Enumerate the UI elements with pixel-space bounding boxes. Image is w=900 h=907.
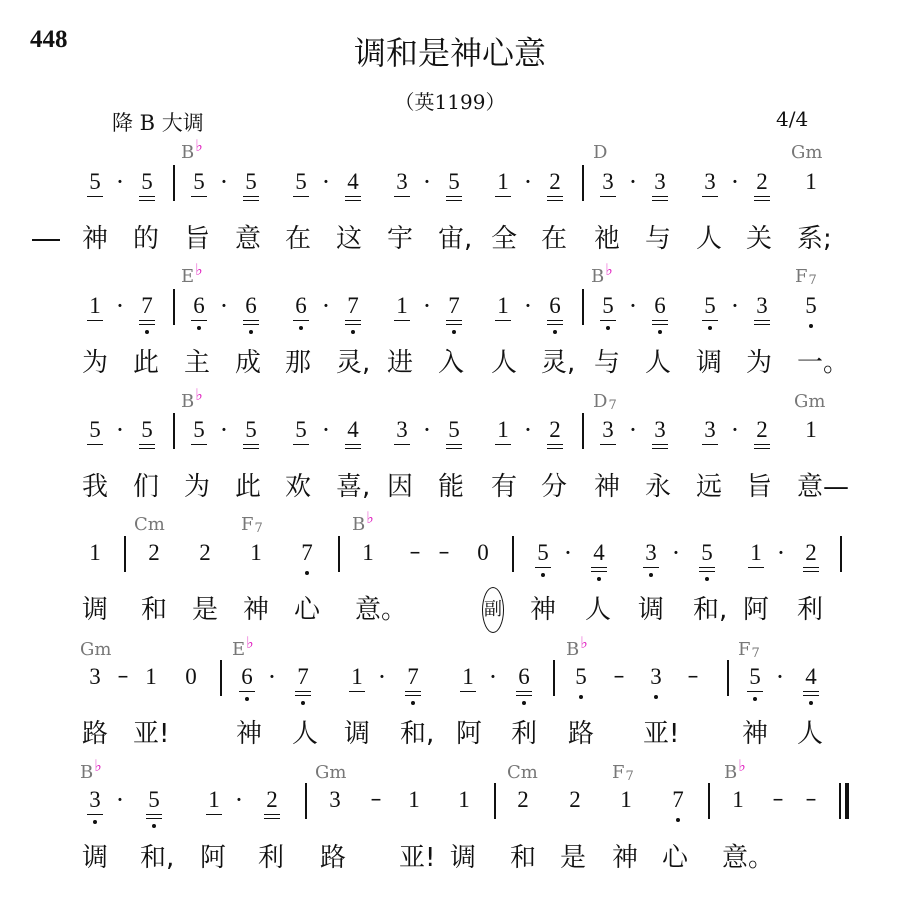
chord-root: Gm xyxy=(794,391,826,412)
lyric-syllable: 调 xyxy=(638,595,665,625)
chord-symbol xyxy=(794,392,825,412)
lyric-syllable: 调 xyxy=(696,348,723,378)
lyric-syllable: 因 xyxy=(387,472,414,502)
note: 3 xyxy=(329,787,341,812)
note: 5 xyxy=(188,418,210,442)
note: 1 xyxy=(346,665,368,689)
lyric-syllable: 阿 xyxy=(743,595,770,625)
note: 6 xyxy=(513,665,535,689)
hold-dash: – xyxy=(805,787,817,812)
note: 5 xyxy=(136,170,158,194)
time-signature: 4/4 xyxy=(776,107,809,131)
lyric-syllable: 意— xyxy=(797,472,850,502)
lyric-syllable: 人 xyxy=(797,719,824,749)
note: 6 xyxy=(544,294,566,318)
chord-root: B xyxy=(352,514,366,535)
lyric-syllable: 旨 xyxy=(746,472,773,502)
lyric-syllable: 调 xyxy=(450,843,477,873)
hold-dash: – xyxy=(370,787,382,812)
lyric-syllable: 灵, xyxy=(336,348,371,378)
flat-sign: ♭ xyxy=(366,508,374,527)
lyric-dash xyxy=(32,239,60,241)
seventh-mark: 7 xyxy=(254,521,263,536)
bar-line xyxy=(220,660,222,696)
lyric-syllable: 利 xyxy=(797,595,824,625)
lyric-syllable: 意。 xyxy=(722,843,775,873)
lyric-syllable: 一。 xyxy=(797,348,850,378)
flat-sign: ♭ xyxy=(94,756,102,775)
lyric-syllable: 成 xyxy=(235,348,262,378)
chord-symbol xyxy=(181,385,203,412)
lyric-syllable: 分 xyxy=(541,472,568,502)
bar-line xyxy=(840,536,842,572)
rest: 0 xyxy=(477,540,489,565)
chord-root: E xyxy=(181,266,195,287)
dot-mark: · xyxy=(730,291,740,320)
hold-dash: – xyxy=(687,664,699,689)
chord-symbol xyxy=(507,763,538,783)
note: 1 xyxy=(457,665,479,689)
dot-mark: · xyxy=(523,415,533,444)
lyric-syllable: 利 xyxy=(511,719,538,749)
note: 3 xyxy=(640,541,662,565)
note: 4 xyxy=(588,541,610,565)
lyric-syllable: 和 xyxy=(510,843,537,873)
bar-line xyxy=(173,289,175,325)
dot-mark: · xyxy=(628,167,638,196)
lyric-syllable: 系; xyxy=(797,224,832,254)
note: 5 xyxy=(699,294,721,318)
chord-symbol xyxy=(738,640,760,662)
note: 3 xyxy=(597,418,619,442)
lyric-syllable: 为 xyxy=(82,348,109,378)
dot-mark: · xyxy=(115,167,125,196)
note: 5 xyxy=(696,541,718,565)
lyric-syllable: 在 xyxy=(541,224,568,254)
chord-symbol xyxy=(241,515,263,537)
lyric-syllable: 与 xyxy=(645,224,672,254)
note: 5 xyxy=(532,541,554,565)
lyric-syllable: 神 xyxy=(612,843,639,873)
note: 3 xyxy=(649,170,671,194)
note: 6 xyxy=(290,294,312,318)
note: 2 xyxy=(569,787,581,812)
dot-mark: · xyxy=(775,662,785,691)
lyric-syllable: 人 xyxy=(696,224,723,254)
note: 5 xyxy=(597,294,619,318)
flat-sign: ♭ xyxy=(738,756,746,775)
lyric-syllable: 人 xyxy=(585,595,612,625)
lyric-syllable: 是 xyxy=(560,843,587,873)
note: 5 xyxy=(443,418,465,442)
lyric-syllable: 亚! xyxy=(643,719,680,749)
note: 6 xyxy=(649,294,671,318)
lyric-syllable: 祂 xyxy=(594,224,621,254)
bar-line xyxy=(305,783,307,819)
note: 5 xyxy=(188,170,210,194)
note: 5 xyxy=(443,170,465,194)
bar-line xyxy=(494,783,496,819)
lyric-syllable: 意 xyxy=(235,224,262,254)
lyric-syllable: 我 xyxy=(82,472,109,502)
chord-root: Gm xyxy=(80,639,112,660)
lyric-syllable: 人 xyxy=(292,719,319,749)
lyric-syllable: 此 xyxy=(235,472,262,502)
bar-line xyxy=(124,536,126,572)
chord-symbol xyxy=(134,515,165,535)
chord-root: F xyxy=(738,639,751,660)
lyric-syllable: 意。 xyxy=(355,595,408,625)
lyric-syllable: 旨 xyxy=(184,224,211,254)
lyric-syllable: 能 xyxy=(438,472,465,502)
dot-mark: · xyxy=(671,538,681,567)
lyric-syllable: 灵, xyxy=(541,348,576,378)
chord-symbol xyxy=(566,633,588,660)
note: 3 xyxy=(89,664,101,689)
key-signature: 降 B 大调 xyxy=(112,111,204,135)
note: 7 xyxy=(342,294,364,318)
flat-sign: ♭ xyxy=(605,260,613,279)
flat-sign: ♭ xyxy=(195,136,203,155)
note: 1 xyxy=(391,294,413,318)
note: 5 xyxy=(744,665,766,689)
lyric-syllable: 远 xyxy=(696,472,723,502)
bar-line xyxy=(839,783,841,819)
bar-line xyxy=(338,536,340,572)
lyric-syllable: 与 xyxy=(594,348,621,378)
dot-mark: · xyxy=(730,415,740,444)
bar-line xyxy=(512,536,514,572)
chord-symbol xyxy=(612,763,634,785)
hold-dash: – xyxy=(438,540,450,565)
lyric-syllable: 和, xyxy=(140,843,175,873)
note: 3 xyxy=(645,665,667,689)
dot-mark: · xyxy=(321,167,331,196)
note: 2 xyxy=(800,541,822,565)
lyric-syllable: 阿 xyxy=(200,843,227,873)
lyric-syllable: 是 xyxy=(192,595,219,625)
dot-mark: · xyxy=(115,291,125,320)
dot-mark: · xyxy=(488,662,498,691)
note: 7 xyxy=(402,665,424,689)
lyric-syllable: 为 xyxy=(184,472,211,502)
lyric-syllable: 宇 xyxy=(387,224,414,254)
chord-root: F xyxy=(612,762,625,783)
hymn-reference: （英1199） xyxy=(394,90,506,114)
chord-symbol xyxy=(181,136,203,163)
lyric-syllable: 此 xyxy=(133,348,160,378)
lyric-syllable: 阿 xyxy=(456,719,483,749)
lyric-syllable: 路 xyxy=(320,843,347,873)
lyric-syllable: 神 xyxy=(742,719,769,749)
lyric-syllable: 神 xyxy=(530,595,557,625)
chord-root: F xyxy=(241,514,254,535)
flat-sign: ♭ xyxy=(195,260,203,279)
note: 4 xyxy=(800,665,822,689)
dot-mark: · xyxy=(422,167,432,196)
note: 3 xyxy=(84,788,106,812)
note: 1 xyxy=(408,787,420,812)
dot-mark: · xyxy=(628,291,638,320)
note: 2 xyxy=(148,540,160,565)
chord-root: B xyxy=(80,762,94,783)
note: 2 xyxy=(517,787,529,812)
lyric-syllable: 有 xyxy=(491,472,518,502)
chord-root: B xyxy=(181,391,195,412)
note: 5 xyxy=(290,418,312,442)
chord-symbol xyxy=(315,763,346,783)
lyric-syllable: 亚! xyxy=(399,843,436,873)
note: 2 xyxy=(261,788,283,812)
note: 3 xyxy=(751,294,773,318)
lyric-syllable: 进 xyxy=(387,348,414,378)
bar-line xyxy=(173,165,175,201)
hold-dash: – xyxy=(613,664,625,689)
lyric-syllable: 的 xyxy=(133,224,160,254)
note: 1 xyxy=(732,787,744,812)
note: 4 xyxy=(342,170,364,194)
chord-symbol xyxy=(232,633,254,660)
lyric-syllable: 调 xyxy=(82,843,109,873)
bar-line xyxy=(173,413,175,449)
chord-root: Cm xyxy=(134,514,165,535)
lyric-syllable: 为 xyxy=(746,348,773,378)
dot-mark: · xyxy=(115,415,125,444)
lyric-syllable: 心 xyxy=(294,595,321,625)
dot-mark: · xyxy=(115,785,125,814)
note: 5 xyxy=(240,418,262,442)
note: 6 xyxy=(236,665,258,689)
note: 1 xyxy=(458,787,470,812)
note: 5 xyxy=(240,170,262,194)
lyric-syllable: 喜, xyxy=(336,472,371,502)
note: 1 xyxy=(620,787,632,812)
dot-mark: · xyxy=(267,662,277,691)
hold-dash: – xyxy=(409,540,421,565)
lyric-syllable: 那 xyxy=(285,348,312,378)
lyric-syllable: 这 xyxy=(336,224,363,254)
chord-symbol xyxy=(795,267,817,289)
dot-mark: · xyxy=(628,415,638,444)
note: 6 xyxy=(240,294,262,318)
bar-line xyxy=(553,660,555,696)
bar-line xyxy=(582,289,584,325)
lyric-syllable: 调 xyxy=(82,595,109,625)
lyric-syllable: 利 xyxy=(258,843,285,873)
chord-root: Gm xyxy=(315,762,347,783)
lyric-syllable: 在 xyxy=(285,224,312,254)
lyric-syllable: 宙, xyxy=(438,224,473,254)
lyric-syllable: 人 xyxy=(645,348,672,378)
chord-root: F xyxy=(795,266,808,287)
note: 4 xyxy=(342,418,364,442)
chord-root: B xyxy=(181,142,195,163)
lyric-syllable: 永 xyxy=(645,472,672,502)
chord-root: B xyxy=(591,266,605,287)
dot-mark: · xyxy=(377,662,387,691)
chord-symbol xyxy=(352,508,374,535)
note: 3 xyxy=(391,418,413,442)
rest: 0 xyxy=(185,664,197,689)
dot-mark: · xyxy=(776,538,786,567)
dot-mark: · xyxy=(219,167,229,196)
lyric-syllable: 神 xyxy=(243,595,270,625)
note: 1 xyxy=(362,540,374,565)
lyric-syllable: 主 xyxy=(184,348,211,378)
lyric-syllable: 人 xyxy=(491,348,518,378)
chorus-marker: 副 xyxy=(482,587,504,633)
hymn-number: 448 xyxy=(30,26,68,53)
dot-mark: · xyxy=(563,538,573,567)
chord-symbol xyxy=(791,143,822,163)
chord-symbol xyxy=(80,756,102,783)
note: 1 xyxy=(492,170,514,194)
lyric-syllable: 调 xyxy=(344,719,371,749)
dot-mark: · xyxy=(523,167,533,196)
note: 3 xyxy=(597,170,619,194)
note: 2 xyxy=(544,418,566,442)
note: 3 xyxy=(699,418,721,442)
seventh-mark: 7 xyxy=(625,769,634,784)
lyric-syllable: 关 xyxy=(746,224,773,254)
lyric-syllable: 神 xyxy=(236,719,263,749)
note: 1 xyxy=(145,664,157,689)
note: 5 xyxy=(84,418,106,442)
lyric-syllable: 路 xyxy=(568,719,595,749)
flat-sign: ♭ xyxy=(195,385,203,404)
note: 5 xyxy=(84,170,106,194)
bar-line xyxy=(708,783,710,819)
dot-mark: · xyxy=(321,415,331,444)
note: 7 xyxy=(136,294,158,318)
flat-sign: ♭ xyxy=(580,633,588,652)
lyric-syllable: 和 xyxy=(141,595,168,625)
note: 3 xyxy=(391,170,413,194)
note: 5 xyxy=(136,418,158,442)
lyric-syllable: 神 xyxy=(82,224,109,254)
note: 7 xyxy=(443,294,465,318)
lyric-syllable: 欢 xyxy=(285,472,312,502)
lyric-syllable: 神 xyxy=(594,472,621,502)
hold-dash: – xyxy=(117,664,129,689)
lyric-syllable: 全 xyxy=(491,224,518,254)
chord-symbol xyxy=(593,143,607,163)
note: 1 xyxy=(89,540,101,565)
note: 1 xyxy=(492,418,514,442)
chord-root: D xyxy=(593,391,608,412)
dot-mark: · xyxy=(219,415,229,444)
dot-mark: · xyxy=(422,291,432,320)
dot-mark: · xyxy=(523,291,533,320)
chord-symbol xyxy=(593,392,617,414)
lyric-syllable: 亚! xyxy=(133,719,170,749)
note: 2 xyxy=(199,540,211,565)
chord-symbol xyxy=(724,756,746,783)
note: 1 xyxy=(84,294,106,318)
note: 1 xyxy=(805,417,817,442)
dot-mark: · xyxy=(422,415,432,444)
seventh-mark: 7 xyxy=(808,273,817,288)
lyric-syllable: 和, xyxy=(693,595,728,625)
note: 7 xyxy=(667,788,689,812)
note: 2 xyxy=(544,170,566,194)
chord-root: D xyxy=(593,142,608,163)
note: 5 xyxy=(290,170,312,194)
lyric-syllable: 和, xyxy=(400,719,435,749)
chord-symbol xyxy=(591,260,613,287)
note: 5 xyxy=(143,788,165,812)
note: 7 xyxy=(296,541,318,565)
chord-root: Cm xyxy=(507,762,538,783)
dot-mark: · xyxy=(234,785,244,814)
flat-sign: ♭ xyxy=(246,633,254,652)
seventh-mark: 7 xyxy=(608,398,617,413)
bar-line xyxy=(582,165,584,201)
chord-symbol xyxy=(80,640,111,660)
note: 1 xyxy=(805,169,817,194)
lyric-syllable: 入 xyxy=(438,348,465,378)
bar-line xyxy=(582,413,584,449)
note: 6 xyxy=(188,294,210,318)
lyric-syllable: 路 xyxy=(82,719,109,749)
hold-dash: – xyxy=(772,787,784,812)
note: 3 xyxy=(649,418,671,442)
chord-root: B xyxy=(724,762,738,783)
note: 5 xyxy=(800,294,822,318)
note: 7 xyxy=(292,665,314,689)
note: 1 xyxy=(250,540,262,565)
lyric-syllable: 们 xyxy=(133,472,160,502)
note: 2 xyxy=(751,170,773,194)
lyric-syllable: 心 xyxy=(662,843,689,873)
note: 1 xyxy=(203,788,225,812)
dot-mark: · xyxy=(321,291,331,320)
bar-line xyxy=(727,660,729,696)
chord-symbol xyxy=(181,260,203,287)
chord-root: E xyxy=(232,639,246,660)
chord-root: Gm xyxy=(791,142,823,163)
note: 3 xyxy=(699,170,721,194)
dot-mark: · xyxy=(730,167,740,196)
note: 1 xyxy=(492,294,514,318)
seventh-mark: 7 xyxy=(751,646,760,661)
hymn-title: 调和是神心意 xyxy=(353,34,546,72)
chord-root: B xyxy=(566,639,580,660)
note: 5 xyxy=(570,665,592,689)
dot-mark: · xyxy=(219,291,229,320)
note: 2 xyxy=(751,418,773,442)
bar-line xyxy=(845,783,849,819)
note: 1 xyxy=(745,541,767,565)
